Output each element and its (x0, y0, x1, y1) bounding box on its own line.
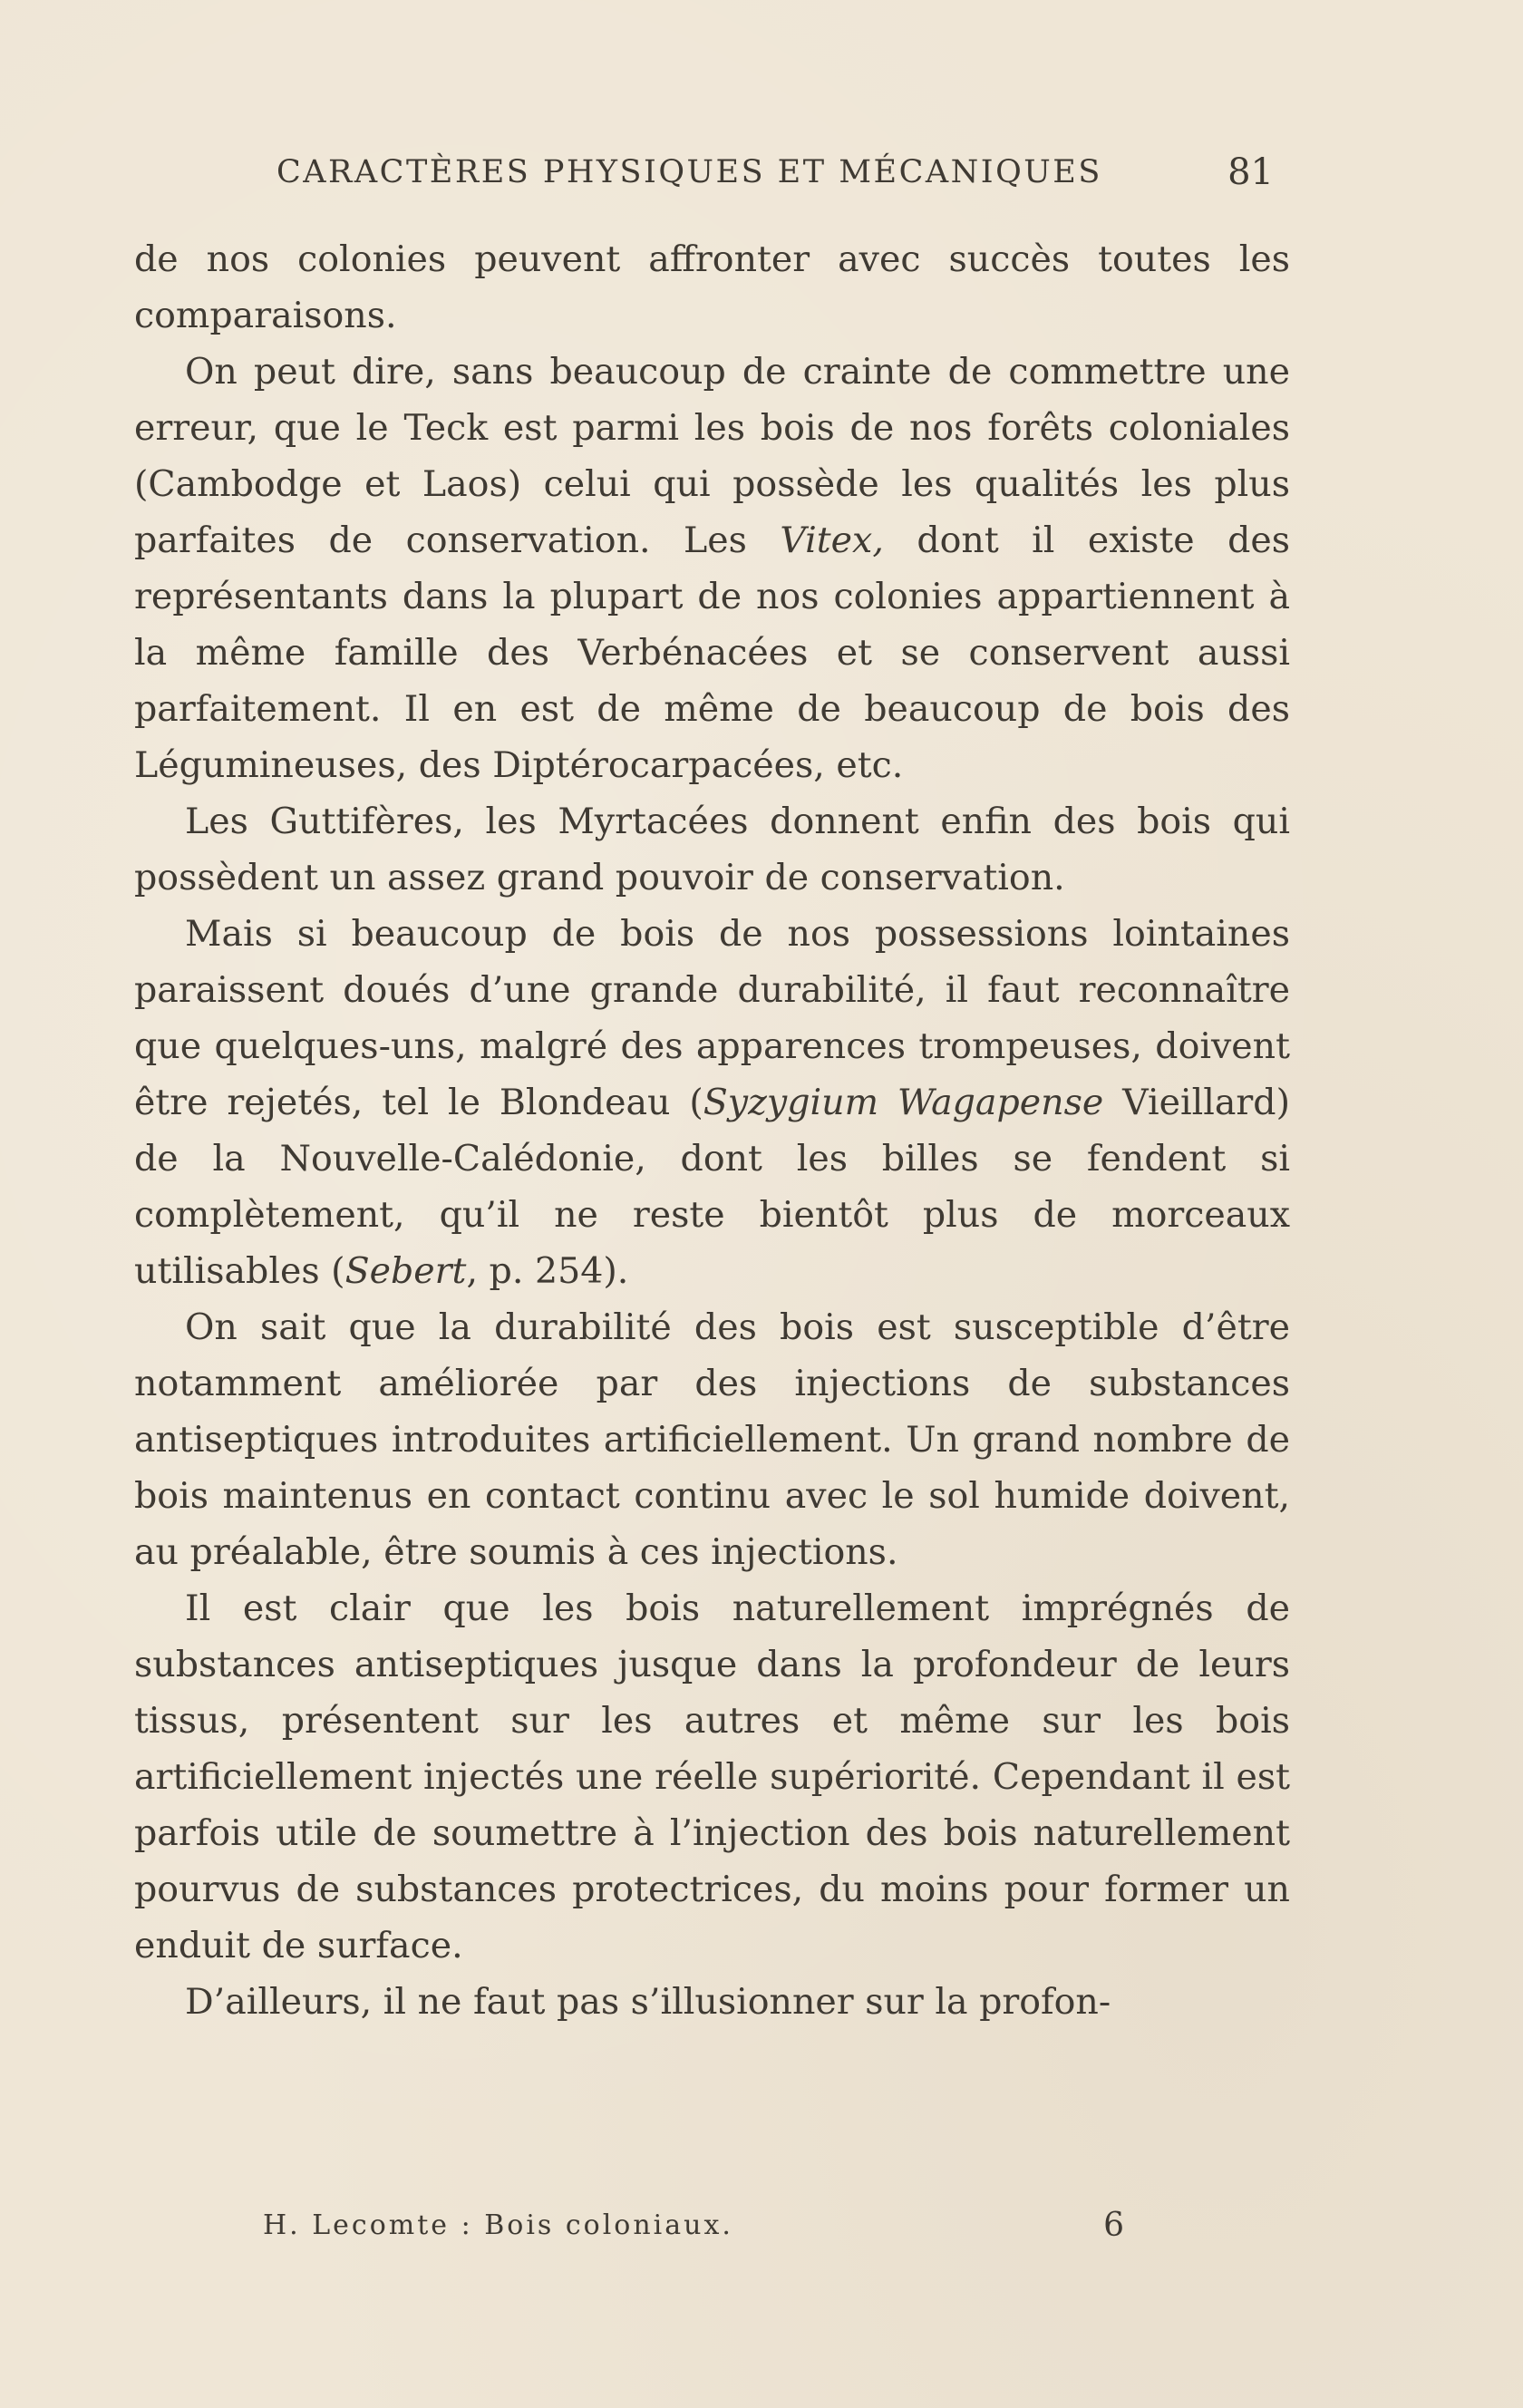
paragraph-7: D’ailleurs, il ne faut pas s’illusionner sur la profon- (185, 1981, 1111, 2023)
paragraph-4 (134, 906, 1290, 1299)
paragraph-4-text-b: Vieillard) de la Nouvelle-Calédonie, dont les billes se fendent si complètement, qu’il ne reste bientôt plus de morceaux utilisables ( (134, 1082, 1290, 1292)
footer (263, 2199, 1151, 2253)
paragraph-4-text-c: , p. 254). (466, 1250, 629, 1292)
paragraph-2-text-b: dont il existe des représentants dans la plupart de nos colonies appartiennent à la même famille des Verbénacées et se conservent aussi parfaitement. Il en est de même de beaucoup de bois des Légumineuses, des Diptérocarpacées, etc. (134, 519, 1291, 786)
paragraph-2 (134, 344, 1290, 793)
paragraph-2-text-a: On peut dire, sans beaucoup de crainte de commettre une erreur, que le Teck est parmi les bois de nos forêts coloniales (Cambodge et Laos) celui qui possède les qualités les plus parfaites de conservation. Les (134, 351, 1290, 561)
paragraph-2-italic: Vitex, (780, 519, 884, 561)
footer-author-line: H. Lecomte : Bois coloniaux. (263, 2209, 733, 2241)
running-title: CARACTÈRES PHYSIQUES ET MÉCANIQUES (276, 154, 1102, 190)
paragraph-4-italic-citation: Sebert (344, 1250, 467, 1292)
running-head (131, 145, 1283, 199)
body-text (134, 231, 1290, 2030)
paragraph-5: On sait que la durabilité des bois est susceptible d’être notamment améliorée par des injections de substances antiseptiques introduites artificiellement. Un grand nombre de bois maintenus en contact continu avec le sol humide doivent, au préalable, être soumis à ces injections. (134, 1306, 1290, 1573)
paragraph-4-italic-species: Syzygium Wagapense (703, 1082, 1104, 1123)
paragraph-1: de nos colonies peuvent affronter avec succès toutes les comparaisons. (134, 238, 1290, 336)
page-number: 81 (1227, 151, 1274, 193)
paragraph-6: Il est clair que les bois naturellement imprégnés de substances antiseptiques jusque dans la profondeur de leurs tissus, présentent sur les autres et même sur les bois artificiellement injectés une réelle supériorité. Cependant il est parfois utile de soumettre à l’injection des bois naturellement pourvus de substances protectrices, du moins pour former un enduit de surface. (134, 1588, 1290, 1966)
paragraph-4-text-a: Mais si beaucoup de bois de nos possessions lointaines paraissent doués d’une grande durabilité, il faut reconnaître que quelques-uns, malgré des apparences trompeuses, doivent être rejetés, tel le Blondeau ( (134, 913, 1290, 1123)
paragraph-3: Les Guttifères, les Myrtacées donnent enfin des bois qui possèdent un assez grand pouvoir de conservation. (134, 801, 1290, 898)
footer-signature: 6 (1103, 2207, 1124, 2244)
